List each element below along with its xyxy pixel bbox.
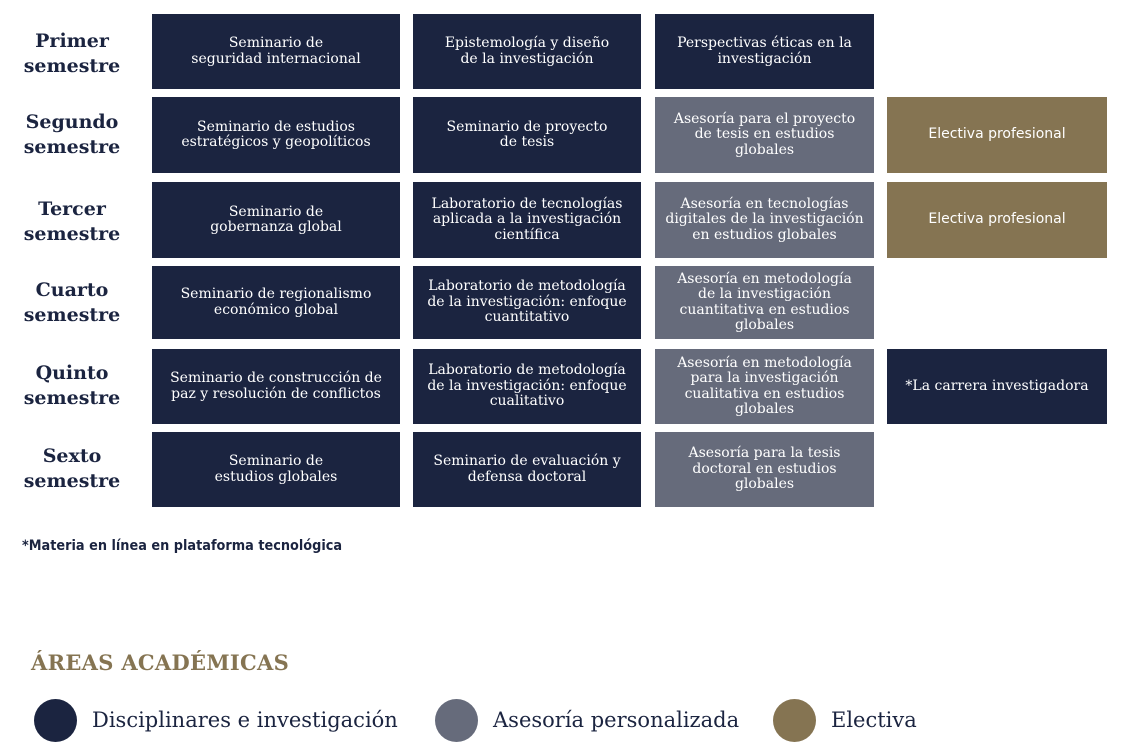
legend-label: Electiva <box>831 708 917 732</box>
course-title: Asesoría en metodología para la investigación cualitativa en estudios globales <box>677 354 852 417</box>
course-title: Perspectivas éticas en la investigación <box>677 35 852 67</box>
areas-title: ÁREAS ACADÉMICAS <box>31 650 290 675</box>
semester-label-line: Cuarto <box>35 279 109 301</box>
legend-item-asesoria <box>435 698 739 742</box>
course-cell-electiva <box>887 97 1107 173</box>
semester-label-line: Sexto <box>42 445 102 467</box>
semester-label-line: semestre <box>23 304 121 326</box>
course-title: *La carrera investigadora <box>905 377 1089 394</box>
course-cell-disciplinar <box>152 97 400 173</box>
course-title: Seminario de gobernanza global <box>210 203 342 235</box>
course-title: Laboratorio de tecnologías aplicada a la investigación científica <box>431 195 623 243</box>
course-title: Asesoría en metodología de la investigación cuantitativa en estudios globales <box>677 270 852 333</box>
course-cell-electiva <box>887 182 1107 258</box>
semester-label-6 <box>14 444 130 494</box>
course-title: Asesoría para el proyecto de tesis en estudios globales <box>673 110 856 158</box>
semester-label-1 <box>14 29 130 79</box>
course-cell-asesoria <box>655 432 874 507</box>
semester-label-line: semestre <box>23 136 121 158</box>
course-title: Laboratorio de metodología de la investigación: enfoque cuantitativo <box>427 278 627 326</box>
legend-label: Disciplinares e investigación <box>92 708 398 732</box>
semester-label-line: semestre <box>23 55 121 77</box>
legend-label: Asesoría personalizada <box>493 708 740 732</box>
semester-label-line: Tercer <box>38 198 106 220</box>
course-cell-disciplinar <box>413 349 641 424</box>
semester-label-2 <box>14 110 130 160</box>
semester-label-line: semestre <box>23 387 121 409</box>
course-title: Seminario de estudios estratégicos y geopolíticos <box>181 118 371 150</box>
course-cell-asesoria <box>655 349 874 424</box>
course-title: Seminario de estudios globales <box>214 453 338 485</box>
course-cell-asesoria <box>655 97 874 173</box>
course-cell-disciplinar <box>152 14 400 89</box>
legend-dot <box>34 699 77 742</box>
course-title: Seminario de proyecto de tesis <box>446 118 608 150</box>
semester-label-line: semestre <box>23 223 121 245</box>
semester-label-3 <box>14 197 130 247</box>
course-cell-disciplinar <box>152 349 400 424</box>
legend-dot <box>435 699 478 742</box>
course-cell-disciplinar <box>413 432 641 507</box>
course-title: Electiva profesional <box>928 126 1066 143</box>
course-title: Seminario de construcción de paz y resolución de conflictos <box>170 370 382 402</box>
course-cell-asesoria <box>655 266 874 339</box>
semester-label-line: Quinto <box>35 362 109 384</box>
semester-label-line: Primer <box>35 30 109 52</box>
semester-label-line: Segundo <box>25 111 119 133</box>
course-title: Seminario de evaluación y defensa doctoral <box>433 453 621 485</box>
footnote: *Materia en línea en plataforma tecnológica <box>22 538 343 554</box>
course-cell-disciplinar <box>413 97 641 173</box>
course-cell-disciplinar <box>655 14 874 89</box>
course-cell-disciplinar <box>413 266 641 339</box>
semester-label-4 <box>14 278 130 328</box>
course-title: Laboratorio de metodología de la investigación: enfoque cualitativo <box>427 362 627 410</box>
legend-item-electiva <box>773 698 917 742</box>
legend-item-disciplinares <box>34 698 398 742</box>
course-title: Seminario de regionalismo económico global <box>180 286 372 318</box>
semester-label-line: semestre <box>23 470 121 492</box>
course-title: Seminario de seguridad internacional <box>191 35 361 67</box>
course-title: Asesoría en tecnologías digitales de la investigación en estudios globales <box>665 195 864 243</box>
course-cell-asesoria <box>655 182 874 258</box>
course-cell-disciplinar-online <box>887 349 1107 424</box>
course-cell-disciplinar <box>413 182 641 258</box>
legend-dot <box>773 699 816 742</box>
course-title: Asesoría para la tesis doctoral en estudios globales <box>688 445 841 493</box>
course-cell-disciplinar <box>152 266 400 339</box>
course-cell-disciplinar <box>152 432 400 507</box>
semester-label-5 <box>14 361 130 411</box>
course-title: Electiva profesional <box>928 211 1066 228</box>
course-cell-disciplinar <box>152 182 400 258</box>
course-cell-disciplinar <box>413 14 641 89</box>
course-title: Epistemología y diseño de la investigación <box>444 35 610 67</box>
